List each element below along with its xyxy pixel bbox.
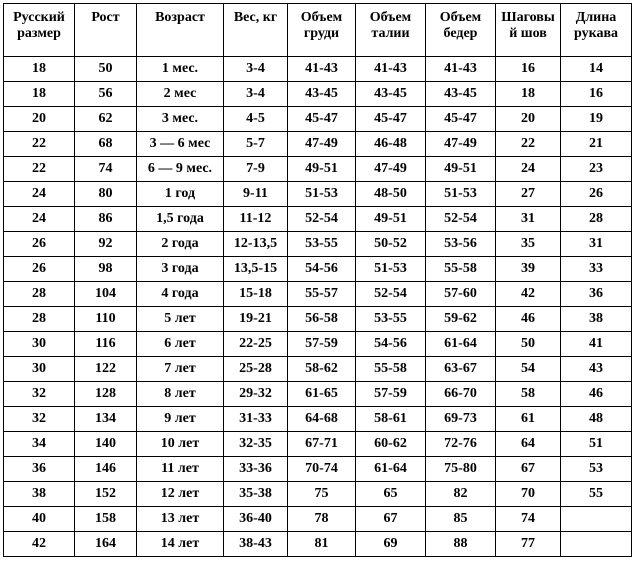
table-cell: 70-74 [288,457,356,482]
table-cell: 164 [75,532,137,557]
table-row [4,282,632,307]
table-cell: 69 [356,532,426,557]
table-cell: 10 лет [137,432,224,457]
table-cell: 134 [75,407,137,432]
table-cell: 41 [561,332,632,357]
table-row [4,232,632,257]
table-cell: 40 [4,507,75,532]
column-header-line: Объем [439,10,482,25]
table-row [4,157,632,182]
table-cell: 49-51 [288,157,356,182]
table-cell: 39 [496,257,561,282]
table-cell: 26 [4,257,75,282]
table-cell: 46-48 [356,132,426,157]
table-cell: 43-45 [356,82,426,107]
table-cell: 47-49 [426,132,496,157]
table-cell: 68 [75,132,137,157]
table-cell: 30 [4,357,75,382]
column-header-line: Рост [91,10,120,25]
table-cell: 56-58 [288,307,356,332]
table-cell: 31 [561,232,632,257]
table-cell: 122 [75,357,137,382]
column-header-line: размер [17,26,61,41]
column-header-line: бедер [443,26,478,41]
table-cell: 3-4 [224,57,288,82]
table-cell: 31 [496,207,561,232]
table-cell: 33 [561,257,632,282]
table-cell: 51-53 [356,257,426,282]
table-cell: 11 лет [137,457,224,482]
table-cell [561,532,632,557]
table-cell: 18 [496,82,561,107]
table-cell: 32 [4,407,75,432]
table-cell: 5-7 [224,132,288,157]
table-cell: 28 [4,307,75,332]
column-header [137,4,224,57]
table-cell: 42 [496,282,561,307]
table-cell: 36 [4,457,75,482]
table-cell: 34 [4,432,75,457]
table-cell: 28 [4,282,75,307]
table-cell: 9 лет [137,407,224,432]
table-row [4,407,632,432]
table-cell: 52-54 [426,207,496,232]
table-cell: 55-58 [356,357,426,382]
table-cell: 61-64 [426,332,496,357]
table-cell: 1,5 года [137,207,224,232]
table-cell: 70 [496,482,561,507]
table-cell: 55 [561,482,632,507]
table-cell: 41-43 [426,57,496,82]
column-header [426,4,496,57]
table-cell: 41-43 [288,57,356,82]
table-row [4,507,632,532]
table-cell: 52-54 [356,282,426,307]
table-cell: 8 лет [137,382,224,407]
column-header-line: Возраст [155,10,205,25]
table-cell: 67-71 [288,432,356,457]
table-cell: 158 [75,507,137,532]
column-header [4,4,75,57]
table-cell: 75 [288,482,356,507]
table-cell: 2 мес [137,82,224,107]
table-cell: 74 [496,507,561,532]
column-header [561,4,632,57]
column-header-line: Объем [300,10,343,25]
table-cell: 18 [4,57,75,82]
header-row [4,4,632,57]
table-cell: 58 [496,382,561,407]
table-cell: 77 [496,532,561,557]
table-cell: 74 [75,157,137,182]
table-cell: 22 [4,157,75,182]
table-cell: 52-54 [288,207,356,232]
table-cell: 50 [75,57,137,82]
table-cell: 51-53 [426,182,496,207]
table-cell: 3-4 [224,82,288,107]
table-cell: 15-18 [224,282,288,307]
table-cell: 2 года [137,232,224,257]
table-body [4,57,632,557]
table-cell: 45-47 [356,107,426,132]
table-row [4,382,632,407]
table-cell: 36 [561,282,632,307]
table-cell: 4 года [137,282,224,307]
table-cell: 11-12 [224,207,288,232]
table-cell: 61 [496,407,561,432]
table-cell: 50 [496,332,561,357]
table-cell: 61-65 [288,382,356,407]
table-cell: 49-51 [356,207,426,232]
table-cell: 50-52 [356,232,426,257]
table-cell: 35-38 [224,482,288,507]
table-cell: 42 [4,532,75,557]
column-header [496,4,561,57]
table-cell: 54 [496,357,561,382]
table-row [4,57,632,82]
column-header-line: Длина [575,10,617,25]
table-cell: 4-5 [224,107,288,132]
table-cell: 72-76 [426,432,496,457]
table-cell: 6 — 9 мес. [137,157,224,182]
table-cell: 62 [75,107,137,132]
column-header [356,4,426,57]
table-cell: 64-68 [288,407,356,432]
column-header-line: груди [303,26,340,41]
table-cell [561,507,632,532]
column-header-line: й шов [509,26,547,41]
table-cell: 63-67 [426,357,496,382]
table-cell: 54-56 [356,332,426,357]
table-cell: 14 лет [137,532,224,557]
table-cell: 51-53 [288,182,356,207]
table-cell: 26 [4,232,75,257]
table-row [4,307,632,332]
table-cell: 45-47 [288,107,356,132]
table-cell: 28 [561,207,632,232]
table-cell: 55-58 [426,257,496,282]
table-cell: 12 лет [137,482,224,507]
column-header [75,4,137,57]
column-header-line: Объем [369,10,412,25]
table-cell: 12-13,5 [224,232,288,257]
table-cell: 32-35 [224,432,288,457]
table-cell: 92 [75,232,137,257]
table-cell: 152 [75,482,137,507]
table-cell: 47-49 [356,157,426,182]
table-cell: 24 [496,157,561,182]
table-cell: 53-56 [426,232,496,257]
table-cell: 22-25 [224,332,288,357]
table-cell: 38-43 [224,532,288,557]
table-cell: 18 [4,82,75,107]
table-cell: 56 [75,82,137,107]
table-row [4,532,632,557]
table-cell: 13,5-15 [224,257,288,282]
table-cell: 80 [75,182,137,207]
table-cell: 51 [561,432,632,457]
column-header-line: Вес, кг [233,10,278,25]
table-cell: 45-47 [426,107,496,132]
table-cell: 26 [561,182,632,207]
table-row [4,457,632,482]
table-row [4,332,632,357]
table-cell: 5 лет [137,307,224,332]
table-cell: 53-55 [288,232,356,257]
table-cell: 46 [561,382,632,407]
table-cell: 66-70 [426,382,496,407]
table-cell: 38 [4,482,75,507]
table-row [4,482,632,507]
table-cell: 57-60 [426,282,496,307]
table-cell: 9-11 [224,182,288,207]
table-cell: 59-62 [426,307,496,332]
table-cell: 128 [75,382,137,407]
table-cell: 22 [496,132,561,157]
table-row [4,107,632,132]
size-table [3,3,632,557]
table-cell: 43-45 [426,82,496,107]
table-row [4,257,632,282]
table-cell: 23 [561,157,632,182]
table-cell: 27 [496,182,561,207]
table-cell: 43 [561,357,632,382]
table-cell: 31-33 [224,407,288,432]
size-chart [3,3,632,557]
table-row [4,432,632,457]
table-cell: 16 [561,82,632,107]
table-cell: 25-28 [224,357,288,382]
table-cell: 54-56 [288,257,356,282]
table-cell: 82 [426,482,496,507]
table-cell: 98 [75,257,137,282]
table-row [4,357,632,382]
table-cell: 3 — 6 мес [137,132,224,157]
table-cell: 19-21 [224,307,288,332]
table-cell: 140 [75,432,137,457]
table-cell: 61-64 [356,457,426,482]
table-cell: 48 [561,407,632,432]
table-cell: 36-40 [224,507,288,532]
table-cell: 32 [4,382,75,407]
table-cell: 6 лет [137,332,224,357]
table-cell: 7 лет [137,357,224,382]
table-row [4,207,632,232]
table-cell: 43-45 [288,82,356,107]
table-cell: 104 [75,282,137,307]
table-cell: 22 [4,132,75,157]
table-cell: 53 [561,457,632,482]
table-cell: 67 [356,507,426,532]
table-cell: 67 [496,457,561,482]
column-header [288,4,356,57]
table-cell: 81 [288,532,356,557]
table-cell: 20 [4,107,75,132]
table-cell: 146 [75,457,137,482]
table-cell: 85 [426,507,496,532]
table-cell: 24 [4,182,75,207]
table-cell: 47-49 [288,132,356,157]
column-header-line: Шаговы [501,10,555,25]
table-cell: 60-62 [356,432,426,457]
table-cell: 57-59 [356,382,426,407]
table-cell: 116 [75,332,137,357]
table-cell: 29-32 [224,382,288,407]
table-cell: 86 [75,207,137,232]
table-cell: 75-80 [426,457,496,482]
table-cell: 20 [496,107,561,132]
table-cell: 13 лет [137,507,224,532]
table-cell: 88 [426,532,496,557]
table-cell: 38 [561,307,632,332]
table-cell: 58-62 [288,357,356,382]
table-cell: 16 [496,57,561,82]
table-cell: 7-9 [224,157,288,182]
table-cell: 35 [496,232,561,257]
table-cell: 30 [4,332,75,357]
table-cell: 1 мес. [137,57,224,82]
table-cell: 69-73 [426,407,496,432]
table-row [4,182,632,207]
table-cell: 78 [288,507,356,532]
table-cell: 24 [4,207,75,232]
table-cell: 19 [561,107,632,132]
table-cell: 3 года [137,257,224,282]
table-cell: 110 [75,307,137,332]
table-cell: 53-55 [356,307,426,332]
table-cell: 41-43 [356,57,426,82]
table-row [4,132,632,157]
table-cell: 55-57 [288,282,356,307]
column-header [224,4,288,57]
table-cell: 21 [561,132,632,157]
table-cell: 1 год [137,182,224,207]
table-cell: 46 [496,307,561,332]
column-header-line: талии [371,26,410,41]
table-row [4,82,632,107]
table-cell: 64 [496,432,561,457]
column-header-line: рукава [573,26,619,41]
table-cell: 33-36 [224,457,288,482]
table-cell: 49-51 [426,157,496,182]
table-cell: 48-50 [356,182,426,207]
table-cell: 57-59 [288,332,356,357]
table-cell: 65 [356,482,426,507]
table-cell: 58-61 [356,407,426,432]
table-cell: 14 [561,57,632,82]
table-cell: 3 мес. [137,107,224,132]
column-header-line: Русский [13,10,65,25]
